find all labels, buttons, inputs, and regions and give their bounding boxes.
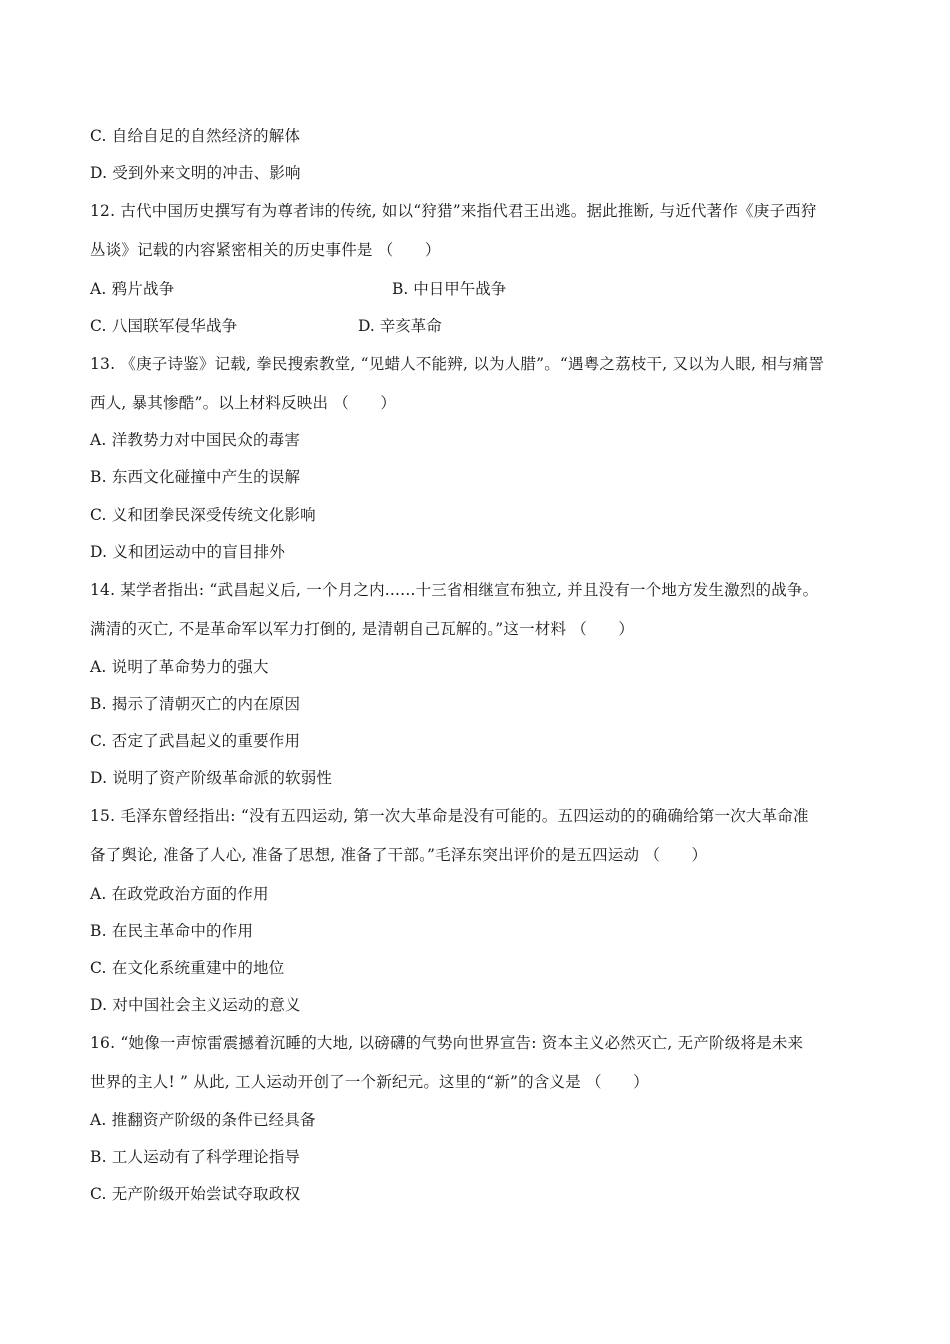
q15-stem-line2: 备了舆论, 准备了人心, 准备了思想, 准备了干部。”毛泽东突出评价的是五四运动 （ ） bbox=[90, 846, 708, 864]
q12-option-a: A. 鸦片战争 bbox=[90, 280, 175, 298]
q14-option-d: D. 说明了资产阶级革命派的软弱性 bbox=[90, 769, 333, 787]
q16-stem-line2: 世界的主人! ” 从此, 工人运动开创了一个新纪元。这里的“新”的含义是 （ ） bbox=[90, 1073, 649, 1091]
q13-option-a: A. 洋教势力对中国民众的毒害 bbox=[90, 431, 301, 449]
q16-option-c: C. 无产阶级开始尝试夺取政权 bbox=[90, 1185, 301, 1203]
q13-stem-line2: 西人, 暴其惨酷”。以上材料反映出 （ ） bbox=[90, 394, 397, 412]
q16-option-b: B. 工人运动有了科学理论指导 bbox=[90, 1148, 301, 1166]
q12-option-c: C. 八国联军侵华战争 bbox=[90, 317, 238, 335]
q11-option-d: D. 受到外来文明的冲击、影响 bbox=[90, 164, 301, 182]
q16-stem-line1: 16. “她像一声惊雷震撼着沉睡的大地, 以磅礴的气势向世界宣告: 资本主义必然灭亡, 无产阶级将是未来 bbox=[90, 1034, 804, 1052]
q12-option-d: D. 辛亥革命 bbox=[358, 317, 442, 335]
q11-option-c: C. 自给自足的自然经济的解体 bbox=[90, 127, 301, 145]
q15-stem-line1: 15. 毛泽东曾经指出: “没有五四运动, 第一次大革命是没有可能的。五四运动的的确确给第一次大革命准 bbox=[90, 807, 809, 825]
q14-option-c: C. 否定了武昌起义的重要作用 bbox=[90, 732, 301, 750]
q14-option-a: A. 说明了革命势力的强大 bbox=[90, 658, 269, 676]
q16-option-a: A. 推翻资产阶级的条件已经具备 bbox=[90, 1111, 316, 1129]
q13-option-b: B. 东西文化碰撞中产生的误解 bbox=[90, 468, 301, 486]
q15-option-a: A. 在政党政治方面的作用 bbox=[90, 885, 269, 903]
q13-option-d: D. 义和团运动中的盲目排外 bbox=[90, 543, 286, 561]
q12-option-b: B. 中日甲午战争 bbox=[392, 280, 507, 298]
q12-stem-line1: 12. 古代中国历史撰写有为尊者讳的传统, 如以“狩猎”来指代君王出逃。据此推断, 与近代著作《庚子西狩 bbox=[90, 202, 817, 220]
q14-option-b: B. 揭示了清朝灭亡的内在原因 bbox=[90, 695, 301, 713]
q15-option-d: D. 对中国社会主义运动的意义 bbox=[90, 996, 301, 1014]
q13-stem-line1: 13. 《庚子诗鉴》记载, 拳民搜索教堂, “见蜡人不能辨, 以为人腊”。“遇粤之荔枝干, 又以为人眼, 相与痛詈 bbox=[90, 355, 825, 373]
q13-option-c: C. 义和团拳民深受传统文化影响 bbox=[90, 506, 316, 524]
q14-stem-line1: 14. 某学者指出: “武昌起义后, 一个月之内......十三省相继宣布独立, 并且没有一个地方发生激烈的战争。 bbox=[90, 581, 819, 599]
q14-stem-line2: 满清的灭亡, 不是革命军以军力打倒的, 是清朝自己瓦解的。”这一材料 （ ） bbox=[90, 620, 635, 638]
q12-stem-line2: 丛谈》记载的内容紧密相关的历史事件是 （ ） bbox=[90, 241, 441, 259]
q15-option-c: C. 在文化系统重建中的地位 bbox=[90, 959, 285, 977]
q15-option-b: B. 在民主革命中的作用 bbox=[90, 922, 254, 940]
